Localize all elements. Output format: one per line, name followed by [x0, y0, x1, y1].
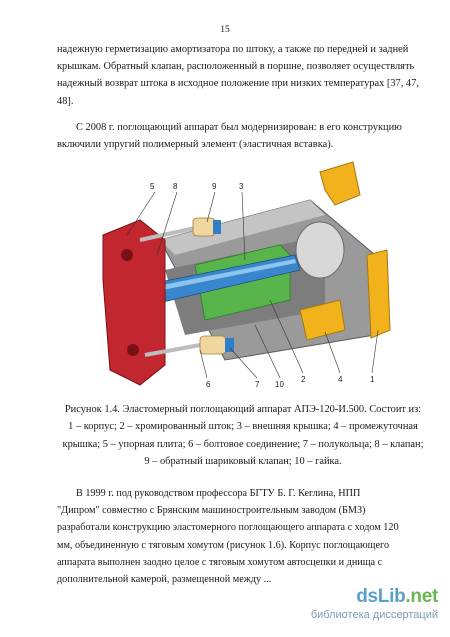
- text-line: С 2008 г. поглощающий аппарат был модернизирован: в его конструкцию: [76, 122, 402, 133]
- text-line: крышкам. Обратный клапан, расположенный в поршне, позволяет осуществлять: [57, 61, 415, 73]
- callout-6: 6: [206, 380, 211, 389]
- caption-line: 9 – обратный шариковый клапан; 10 – гайка.: [144, 456, 342, 468]
- watermark-logo-main: dsLib: [356, 586, 406, 607]
- outer-cover-top: [320, 162, 360, 205]
- valve-top: [213, 220, 221, 234]
- shock-absorber-illustration: [95, 160, 395, 395]
- callout-4: 4: [338, 375, 343, 384]
- caption-line: Рисунок 1.4. Эластомерный поглощающий аппарат АПЭ-120-И.500. Состоит из:: [64, 404, 422, 415]
- callout-3: 3: [239, 182, 244, 191]
- paragraph-2: [57, 119, 429, 153]
- callout-8: 8: [173, 182, 178, 191]
- watermark-subtitle: библиотека диссертаций: [310, 609, 438, 621]
- watermark-logo-tld: .net: [405, 586, 438, 607]
- caption-line: 1 – корпус; 2 – хромированный шток; 3 – внешняя крышка; 4 – промежуточная: [68, 421, 418, 433]
- paragraph-1: [57, 41, 429, 110]
- caption-line: крышка; 5 – упорная плита; 6 – болтовое соединение; 7 – полукольца; 8 – клапан;: [62, 438, 424, 450]
- inner-cavity: [296, 222, 344, 278]
- outer-cover-right: [367, 250, 390, 338]
- figure-shock-absorber: [95, 160, 395, 400]
- figure-caption: [48, 401, 438, 471]
- text-line: В 1999 г. под руководством профессора БГТУ Б. Г. Кеглина, НПП: [76, 488, 361, 499]
- paragraph-3: [57, 485, 429, 588]
- page-number: 15: [220, 25, 230, 35]
- valve-bottom: [225, 338, 234, 352]
- nut-bottom: [200, 336, 226, 354]
- callout-2: 2: [301, 375, 306, 384]
- dslib-watermark: [278, 586, 438, 632]
- text-line: включили упругий полимерный элемент (эластичная вставка).: [57, 139, 334, 151]
- plate-hole: [127, 344, 139, 356]
- text-line: мм, объединенную с тяговым хомутом (рисунок 1.6). Корпус поглощающего: [57, 539, 390, 551]
- bottom-fade: [0, 627, 450, 637]
- text-line: надежную герметизацию амортизатора по штоку, а также по передней и задней: [57, 44, 409, 55]
- text-line: дополнительной камерой, размещенной между ...: [57, 574, 272, 586]
- text-line: надежный возврат штока в исходное положение при низких температурах [37, 47,: [57, 78, 419, 90]
- text-line: "Дипром" совместно с Брянским машиностроительным заводом (БМЗ): [57, 505, 366, 517]
- callout-5: 5: [150, 182, 155, 191]
- text-line: разработали конструкцию эластомерного поглощающего аппарата с ходом 120: [57, 522, 399, 534]
- text-line: 48].: [57, 95, 74, 107]
- callout-7: 7: [255, 380, 260, 389]
- callout-1: 1: [370, 375, 375, 384]
- plate-hole: [121, 249, 133, 261]
- callout-9: 9: [212, 182, 217, 191]
- nut-top: [193, 218, 215, 236]
- callout-10: 10: [275, 380, 284, 389]
- thrust-plate: [103, 220, 165, 385]
- watermark-logo: [278, 586, 438, 608]
- text-line: аппарата выполнен заодно целое с тяговым хомутом автосцепки и днища с: [57, 556, 383, 568]
